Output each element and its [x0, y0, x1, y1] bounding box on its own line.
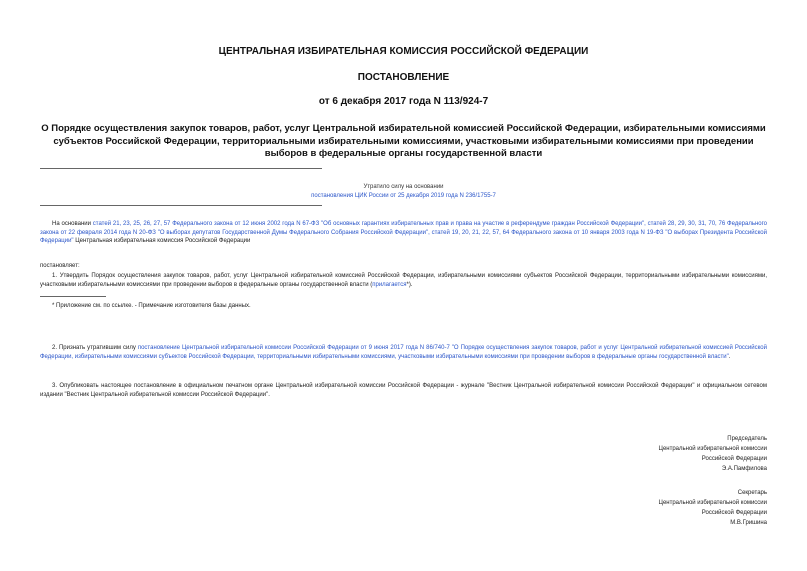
lost-force-text: Утратило силу на основании [363, 184, 444, 190]
item-2-suffix: . [728, 353, 731, 360]
secretary-role: Секретарь [737, 490, 767, 496]
item-3-paragraph: 3. Опубликовать настоящее постановление в официальном печатном органе Центральной избирательной комиссии Российской Федерации - журнале "Вестник Центральной избирательной комиссии Российской Федерации" и официальном сетевом издании "Вестник Центральной избирательной комиссии Российской Федерации". [40, 383, 767, 398]
divider-line [40, 205, 322, 206]
repealed-resolution-link[interactable]: постановление Центральной избирательной комиссии Российской Федерации от 9 июня 2017 года N 86/740-7 "О Порядке осуществления закупок товаров, работ и услуг Центральной избирательной комиссией Российской Федерации, избирательными комиссиями субъектов Российской Федерации, территориальными избирательными комиссиями, участковыми избирательными комиссиями при проведении выборов в федеральные органы государственной власти" [40, 345, 767, 360]
preamble-paragraph [40, 220, 767, 246]
item-2-paragraph [40, 344, 767, 361]
item-2-prefix: 2. Признать утратившим силу [52, 345, 138, 351]
appendix-link[interactable]: прилагается [372, 281, 407, 288]
resolves-text: постановляет: [40, 263, 80, 269]
footnote-divider [40, 296, 106, 297]
document-date-number: от 6 декабря 2017 года N 113/924-7 [318, 96, 489, 107]
secretary-org-line-1: Центральной избирательной комиссии [658, 500, 767, 506]
divider-line [40, 168, 322, 169]
footnote-text: * Приложение см. по ссылке. - Примечание изготовителя базы данных. [52, 303, 251, 309]
item-1-paragraph [40, 272, 767, 289]
item-1-end: *). [406, 281, 413, 288]
secretary-signature-block [567, 488, 767, 528]
secretary-org-line-2: Российской Федерации [701, 510, 767, 516]
chairman-signature-block [567, 434, 767, 474]
chairman-role: Председатель [727, 436, 767, 442]
document-type-heading: ПОСТАНОВЛЕНИЕ [357, 72, 450, 83]
preamble-suffix: Центральная избирательная комиссия Российской Федерации [73, 238, 251, 244]
secretary-name: М.В.Гришина [730, 520, 767, 526]
preamble-law-link[interactable]: статей 21, 23, 25, 26, 27, 57 Федерального закона от 12 июня 2002 года N 67-ФЗ "Об основных гарантиях избирательных прав и права на участие в референдуме граждан Российской Федерации", статей 28, 29, 30, 31, 70, 76 Федерального закона от 22 февраля 2014 года N 20-ФЗ "О выборах депутатов Государственной Думы Федерального Собрания Российской Федерации", статей 19, 20, 21, 22, 57, 64 Федерального закона от 10 января 2003 года N 19-ФЗ "О выборах Президента Российской Федерации" [40, 221, 767, 244]
chairman-org-line-1: Центральной избирательной комиссии [658, 446, 767, 452]
lost-force-note [250, 183, 557, 200]
chairman-name: Э.А.Памфилова [721, 466, 767, 472]
document-title: О Порядке осуществления закупок товаров, работ, услуг Центральной избирательной комиссией Российской Федерации, избирательными комиссиями субъектов Российской Федерации, территориальными избирательными комиссиями, участковыми избирательными комиссиями при проведении выборов в федеральные органы государственной власти [41, 123, 766, 159]
organization-heading: ЦЕНТРАЛЬНАЯ ИЗБИРАТЕЛЬНАЯ КОМИССИЯ РОССИЙСКОЙ ФЕДЕРАЦИИ [218, 46, 589, 57]
preamble-prefix: На основании [52, 221, 93, 227]
item-1-text: 1. Утвердить Порядок осуществления закупок товаров, работ, услуг Центральной избирательной комиссией Российской Федерации, избирательными комиссиями субъектов Российской Федерации, территориальными избирательными комиссиями, участковыми избирательными комиссиями при проведении выборов в федеральные органы государственной власти ( [40, 273, 767, 288]
chairman-org-line-2: Российской Федерации [701, 456, 767, 462]
lost-force-link[interactable]: постановления ЦИК России от 25 декабря 2019 года N 236/1755-7 [311, 192, 496, 199]
